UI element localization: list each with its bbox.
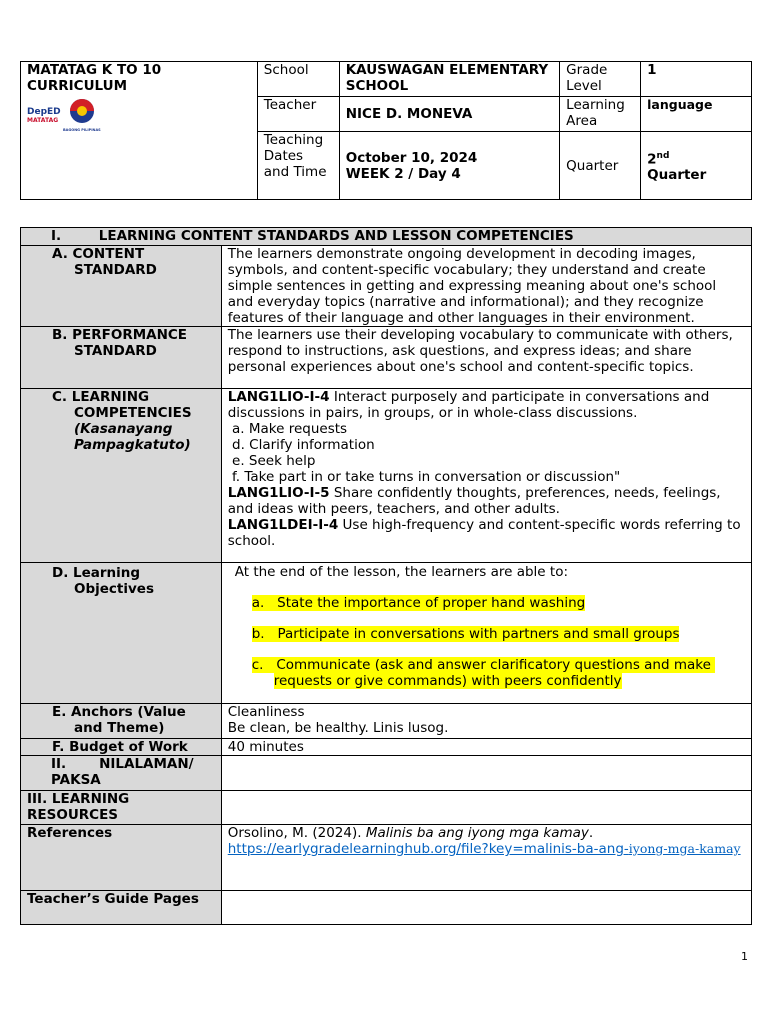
ref-link-part1: https://earlygradelearninghub.org/file?key=malinis-ba-ang-	[227, 841, 629, 857]
competencies-title: C. LEARNING COMPETENCIES	[52, 389, 192, 421]
dates-line2: WEEK 2 / Day 4	[345, 165, 461, 182]
bagong-pilipinas-seal-icon	[67, 98, 97, 124]
objectives-intro: At the end of the lesson, the learners are able to:	[234, 564, 568, 580]
deped-logo-text: DepED	[27, 106, 61, 117]
anchors-text	[221, 704, 751, 739]
competencies-text	[221, 389, 751, 563]
anchor-line-2: Be clean, be healthy. Linis lusog.	[227, 720, 449, 736]
comp-item: d. Clarify information	[227, 437, 375, 453]
objective-c: c. Communicate (ask and answer clarificatory questions and make requests or give commands) with peers confidently	[251, 657, 716, 689]
curriculum-cell	[21, 62, 258, 200]
teachers-guide-value	[221, 891, 751, 925]
teacher-label: Teacher	[257, 97, 339, 132]
content-standard-text: The learners demonstrate ongoing development in decoding images, symbols, and content-specific vocabulary; they understand and create simple sentences in getting and expressing meaning about one's school and everyday topics (narrative and informational); and they recognize features of their language and other languages in their environment.	[221, 246, 751, 327]
competencies-label	[21, 389, 222, 563]
performance-standard-label: B. PERFORMANCE STANDARD	[21, 327, 222, 389]
teacher-value: NICE D. MONEVA	[339, 97, 559, 132]
budget-value: 40 minutes	[221, 739, 751, 756]
quarter-label: Quarter	[560, 132, 641, 200]
comp-item: e. Seek help	[227, 453, 316, 469]
anchors-label: E. Anchors (Value and Theme)	[21, 704, 222, 739]
school-value: KAUSWAGAN ELEMENTARY SCHOOL	[339, 62, 559, 97]
references-label: References	[21, 825, 222, 891]
comp-text-3: Use high-frequency and content-specific words referring to school.	[227, 517, 741, 549]
objectives-text	[221, 563, 751, 704]
quarter-num: 2	[647, 151, 657, 168]
comp-code-3: LANG1LDEI-I-4	[227, 517, 339, 533]
comp-code-2: LANG1LIO-I-5	[227, 485, 330, 501]
logos	[27, 98, 251, 133]
nilalaman-label: II. NILALAMAN/ PAKSA	[21, 756, 222, 791]
matatag-logo-text: MATATAG	[27, 116, 59, 124]
dates-value	[339, 132, 559, 200]
competencies-subtitle: (Kasanayang Pampagkatuto)	[74, 421, 191, 453]
ref-title: Malinis ba ang iyong mga kamay	[365, 825, 589, 841]
grade-label: Grade Level	[560, 62, 641, 97]
grade-value: 1	[641, 62, 752, 97]
school-label: School	[257, 62, 339, 97]
quarter-value	[641, 132, 752, 200]
resources-value	[221, 791, 751, 825]
quarter-word: Quarter	[647, 167, 707, 184]
lesson-table	[20, 227, 752, 925]
dates-label: Teaching Dates and Time	[257, 132, 339, 200]
area-label: Learning Area	[560, 97, 641, 132]
objective-b: b. Participate in conversations with partners and small groups	[251, 626, 680, 642]
ref-dot: .	[588, 825, 594, 841]
performance-standard-text: The learners use their developing vocabulary to communicate with others, respond to instructions, ask questions, and express ideas; and share personal experiences about one's school and content-specific topics.	[221, 327, 751, 389]
section1-title: I. LEARNING CONTENT STANDARDS AND LESSON COMPETENCIES	[21, 228, 752, 246]
objective-a: a. State the importance of proper hand washing	[251, 595, 586, 611]
area-value: language	[641, 97, 752, 132]
dates-line1: October 10, 2024	[345, 149, 478, 166]
resources-label: III. LEARNING RESOURCES	[21, 791, 222, 825]
comp-text-2: Share confidently thoughts, preferences, needs, feelings, and ideas with peers, teachers, and other adults.	[227, 485, 721, 517]
bagong-pilipinas-text: BAGONG PILIPINAS	[63, 128, 101, 132]
teachers-guide-label: Teacher’s Guide Pages	[21, 891, 222, 925]
bagong-pilipinas-logo	[63, 98, 101, 133]
ref-link-part2: iyong-mga-kamay	[628, 841, 741, 856]
anchor-line-1: Cleanliness	[227, 704, 305, 720]
comp-code-1: LANG1LIO-I-4	[227, 389, 330, 405]
comp-item: f. Take part in or take turns in conversation or discussion"	[227, 469, 621, 485]
nilalaman-value	[221, 756, 751, 791]
quarter-sup: nd	[656, 150, 670, 161]
deped-logo	[27, 106, 61, 125]
references-text	[221, 825, 751, 891]
page-number: 1	[741, 950, 748, 963]
comp-item: a. Make requests	[227, 421, 348, 437]
curriculum-title: MATATAG K TO 10 CURRICULUM	[27, 62, 162, 94]
objectives-label: D. Learning Objectives	[21, 563, 222, 704]
header-table	[20, 61, 752, 200]
content-standard-label: A. CONTENT STANDARD	[21, 246, 222, 327]
comp-text-1: Interact purposely and participate in conversations and discussions in pairs, in groups, or in whole-class discussions.	[227, 389, 710, 421]
budget-label: F. Budget of Work	[21, 739, 222, 756]
reference-link[interactable]	[228, 841, 741, 857]
ref-author: Orsolino, M. (2024).	[227, 825, 366, 841]
